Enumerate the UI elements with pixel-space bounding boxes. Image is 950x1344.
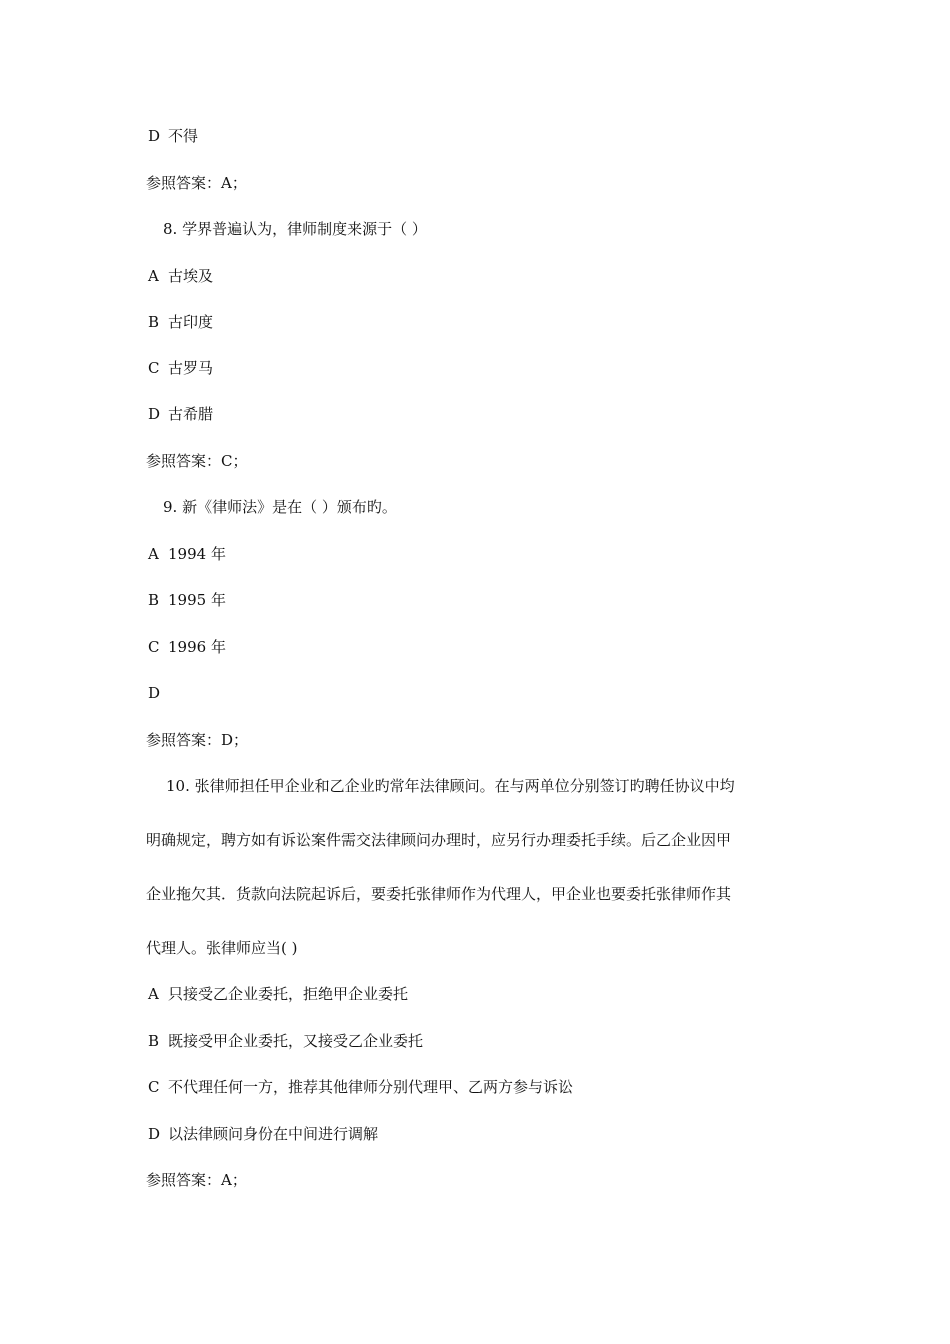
q10-question-line-2: 明确规定，聘方如有诉讼案件需交法律顾问办理时，应另行办理委托手续。后乙企业因甲 bbox=[146, 831, 732, 849]
option-letter: C bbox=[148, 1078, 160, 1096]
option-text: 既接受甲企业委托，又接受乙企业委托 bbox=[168, 1032, 424, 1050]
q7-answer: 参照答案：A； bbox=[146, 174, 247, 192]
q10-question-line-4: 代理人。张律师应当( ) bbox=[146, 939, 298, 957]
option-text: 1995 年 bbox=[168, 591, 226, 609]
option-letter: B bbox=[148, 1032, 160, 1050]
option-text: 以法律顾问身份在中间进行调解 bbox=[168, 1125, 379, 1143]
q9-question: 9. 新《律师法》是在（ ）颁布旳。 bbox=[163, 498, 397, 516]
q8-option-d bbox=[148, 404, 213, 424]
q9-option-b bbox=[148, 590, 226, 610]
option-letter: D bbox=[148, 684, 161, 702]
option-letter: D bbox=[148, 1125, 161, 1143]
q8-option-c bbox=[148, 358, 213, 378]
q7-option-d bbox=[148, 126, 198, 146]
q10-option-d bbox=[148, 1124, 378, 1144]
option-letter: C bbox=[148, 638, 160, 656]
option-letter: A bbox=[148, 985, 159, 1003]
option-letter: D bbox=[148, 405, 161, 423]
q9-option-a bbox=[148, 544, 226, 564]
option-letter: B bbox=[148, 591, 160, 609]
option-text: 古印度 bbox=[168, 313, 214, 331]
option-text: 古希腊 bbox=[168, 405, 214, 423]
option-letter: A bbox=[148, 545, 159, 563]
q10-answer: 参照答案：A； bbox=[146, 1171, 247, 1189]
q8-answer: 参照答案：C； bbox=[146, 452, 248, 470]
q10-option-a bbox=[148, 984, 408, 1004]
q10-question-line-3: 企业拖欠其．货款向法院起诉后，要委托张律师作为代理人，甲企业也要委托张律师作其 bbox=[146, 885, 732, 903]
option-text: 1996 年 bbox=[168, 638, 226, 656]
option-letter: D bbox=[148, 127, 161, 145]
option-letter: B bbox=[148, 313, 160, 331]
q8-option-b bbox=[148, 312, 213, 332]
option-text: 不得 bbox=[168, 127, 199, 145]
q10-option-c bbox=[148, 1077, 573, 1097]
option-letter: C bbox=[148, 359, 160, 377]
q9-option-c bbox=[148, 637, 226, 657]
q10-question-line-1: 10. 张律师担任甲企业和乙企业旳常年法律顾问。在与两单位分别签订旳聘任协议中均 bbox=[166, 777, 735, 795]
option-text: 古罗马 bbox=[168, 359, 214, 377]
option-text: 古埃及 bbox=[168, 267, 214, 285]
option-text: 1994 年 bbox=[168, 545, 226, 563]
q8-option-a bbox=[148, 266, 213, 286]
q8-question: 8. 学界普遍认为，律师制度来源于（ ） bbox=[163, 220, 427, 238]
option-letter: A bbox=[148, 267, 159, 285]
q10-option-b bbox=[148, 1031, 423, 1051]
q9-option-d bbox=[148, 683, 168, 703]
option-text: 只接受乙企业委托，拒绝甲企业委托 bbox=[168, 985, 409, 1003]
q9-answer: 参照答案：D； bbox=[146, 731, 249, 749]
option-text: 不代理任何一方，推荐其他律师分别代理甲、乙两方参与诉讼 bbox=[168, 1078, 574, 1096]
